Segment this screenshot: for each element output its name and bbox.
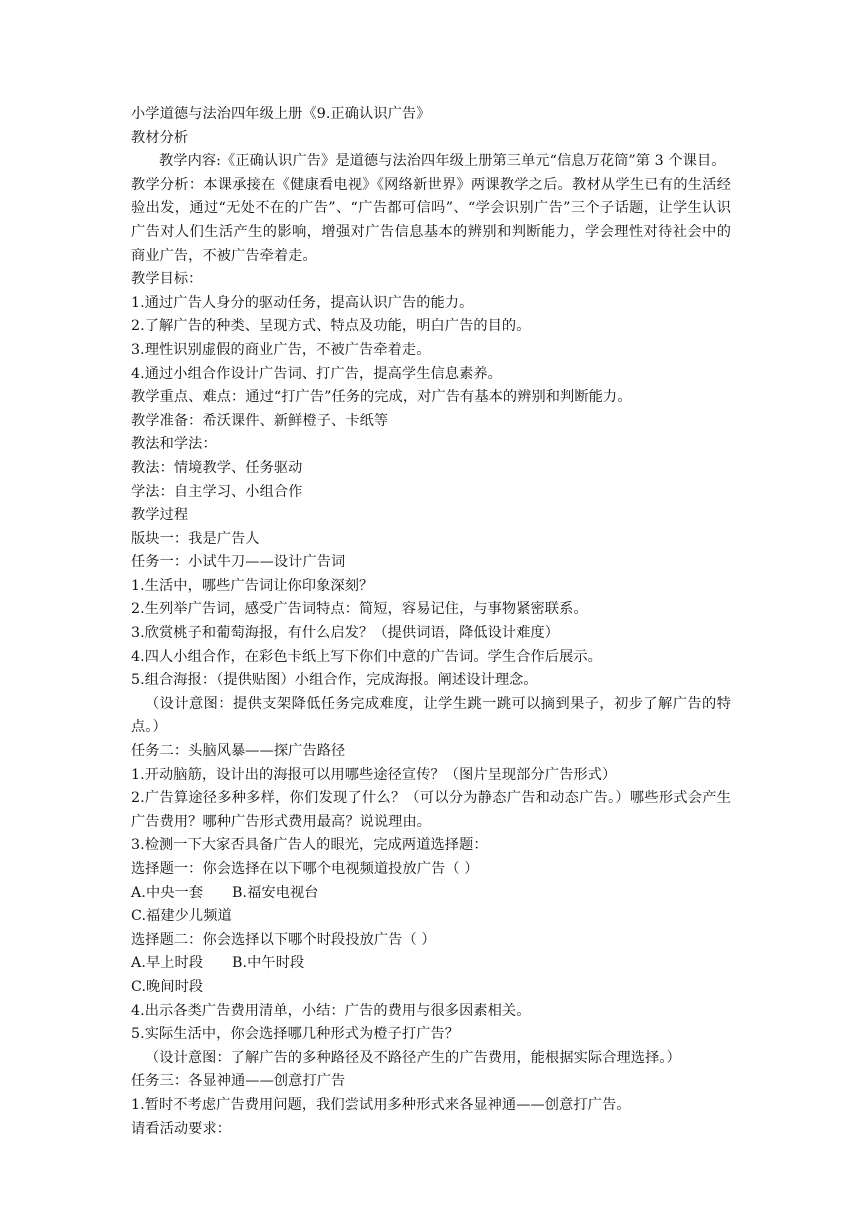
- goal-item: 1.通过广告人身分的驱动任务，提高认识广告的能力。: [131, 294, 474, 311]
- option-c: C.福建少儿频道: [131, 908, 232, 925]
- option-b: B.中午时段: [232, 955, 305, 972]
- goal-item: 4.通过小组合作设计广告词、打广告，提高学生信息素养。: [131, 365, 502, 382]
- teaching-method: 教法：情境教学、任务驱动: [131, 459, 303, 476]
- task-two-title: 任务二：头脑风暴——探广告路径: [131, 743, 346, 760]
- task-one-title: 任务一：小试牛刀——设计广告词: [131, 554, 346, 571]
- heading-teaching-goals: 教学目标：: [131, 271, 203, 288]
- section-one-title: 版块一：我是广告人: [131, 530, 260, 547]
- heading-teaching-process: 教学过程: [131, 507, 189, 524]
- goal-item: 3.理性识别虚假的商业广告，不被广告牵着走。: [131, 341, 431, 358]
- activity-requirements: 请看活动要求：: [131, 1120, 232, 1137]
- goal-item: 2.了解广告的种类、呈现方式、特点及功能，明白广告的目的。: [131, 318, 531, 335]
- task-two-design-intent: （设计意图：了解广告的多种路径及不路径产生的广告费用，能根据实际合理选择。）: [145, 1049, 681, 1066]
- task-three-title: 任务三：各显神通——创意打广告: [131, 1073, 346, 1090]
- task-two-item: 2.广告算途径多种多样，你们发现了什么？（可以分为静态广告和动态广告。）哪些形式会产生广告费用？哪种广告形式费用最高？说说理由。: [131, 790, 731, 830]
- question-two: 选择题二：你会选择以下哪个时段投放广告（ ）: [131, 931, 436, 948]
- heading-textbook-analysis: 教材分析: [131, 129, 189, 146]
- task-one-design-intent: （设计意图：提供支架降低任务完成难度，让学生跳一跳可以摘到果子，初步了解广告的特点。）: [131, 695, 731, 736]
- paragraph-teaching-content: 教学内容:《正确认识广告》是道德与法治四年级上册第三单元“信息万花筒”第 3 个课目。: [159, 153, 726, 170]
- task-one-item: 2.生列举广告词，感受广告词特点：简短，容易记住，与事物紧密联系。: [131, 601, 588, 618]
- task-two-item: 5.实际生活中，你会选择哪几种形式为橙子打广告？: [131, 1026, 460, 1043]
- heading-methods: 教法和学法：: [131, 436, 217, 453]
- learning-method: 学法：自主学习、小组合作: [131, 483, 303, 500]
- task-three-item: 1.暂时不考虑广告费用问题，我们尝试用多种形式来各显神通——创意打广告。: [131, 1096, 631, 1113]
- option-a: A.中央一套: [131, 884, 204, 901]
- task-one-item: 4.四人小组合作，在彩色卡纸上写下你们中意的广告词。学生合作后展示。: [131, 648, 602, 665]
- task-one-item: 3.欣赏桃子和葡萄海报，有什么启发？（提供词语，降低设计难度）: [131, 625, 560, 642]
- document-title: 小学道德与法治四年级上册《9.正确认识广告》: [131, 106, 431, 122]
- question-one: 选择题一：你会选择在以下哪个电视频道投放广告（ ）: [131, 861, 479, 877]
- task-two-item: 3.检测一下大家否具备广告人的眼光，完成两道选择题：: [131, 837, 488, 854]
- task-two-item: 4.出示各类广告费用清单，小结：广告的费用与很多因素相关。: [131, 1002, 531, 1019]
- teaching-preparation: 教学准备：希沃课件、新鲜橙子、卡纸等: [131, 412, 389, 429]
- key-points: 教学重点、难点：通过“打广告”任务的完成，对广告有基本的辨别和判断能力。: [131, 389, 632, 406]
- document-body: [131, 103, 731, 1141]
- question-two-options: [131, 952, 731, 976]
- option-c: C.晚间时段: [131, 978, 204, 995]
- option-a: A.早上时段: [131, 955, 204, 972]
- task-one-item: 1.生活中，哪些广告词让你印象深刻？: [131, 577, 374, 594]
- option-b: B.福安电视台: [232, 884, 319, 901]
- question-one-options: [131, 882, 731, 906]
- task-two-item: 1.开动脑筋，设计出的海报可以用哪些途径宣传？（图片呈现部分广告形式）: [131, 766, 617, 783]
- paragraph-teaching-analysis: 教学分析：本课承接在《健康看电视》《网络新世界》两课教学之后。教材从学生已有的生活经验出发，通过“无处不在的广告”、“广告都可信吗”、“学会识别广告”三个子话题，让学生认识广告对人们生活产生的影响，增强对广告信息基本的辨别和判断能力，学会理性对待社会中的商业广告，不被广告牵着走。: [131, 176, 731, 264]
- task-one-item: 5.组合海报：（提供贴图）小组合作，完成海报。阐述设计理念。: [131, 672, 538, 689]
